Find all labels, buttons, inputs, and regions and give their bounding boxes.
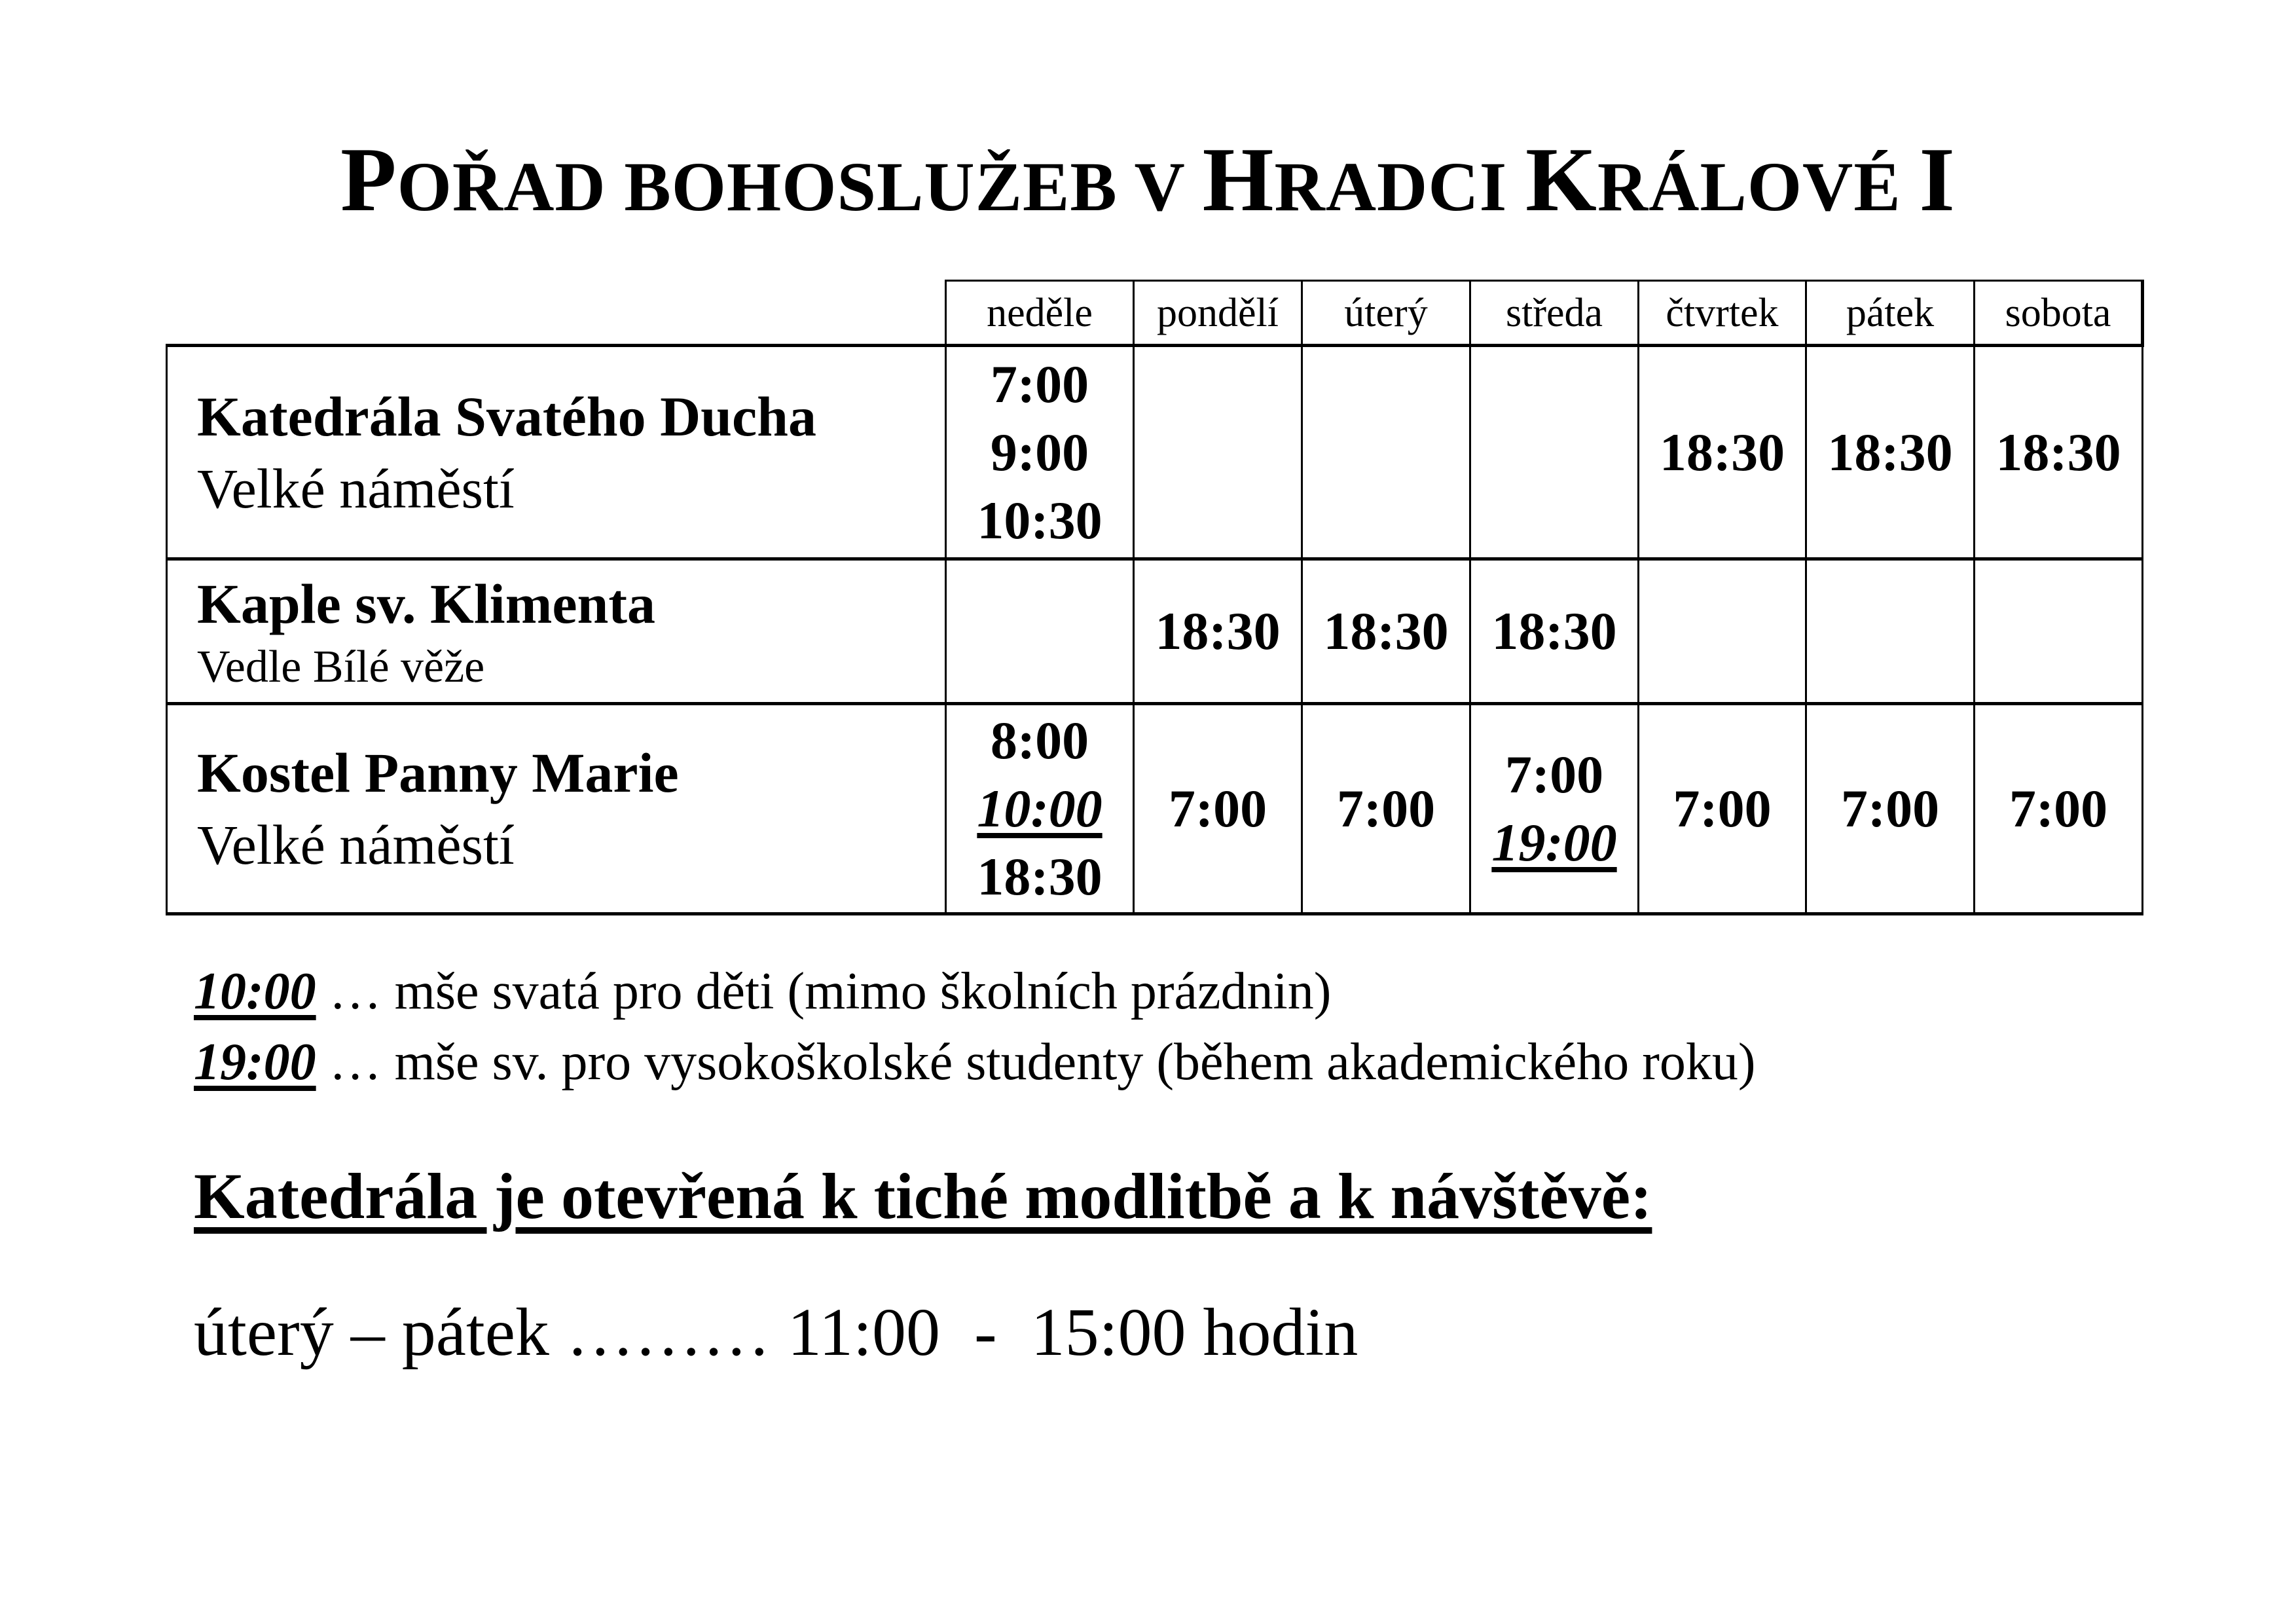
- place-cell: [167, 559, 946, 704]
- mass-time: 7:00: [1673, 779, 1772, 838]
- page-title: POŘAD BOHOSLUŽEB V HRADCI KRÁLOVÉ I: [340, 129, 1956, 231]
- place-address: Velké náměstí: [197, 813, 515, 876]
- day-tuesday: úterý: [1302, 281, 1470, 346]
- mass-time: 18:30: [1995, 422, 2121, 482]
- mass-time: 9:00: [990, 422, 1089, 482]
- time-cell: [1470, 346, 1639, 559]
- legend-time: 19:00: [194, 1033, 316, 1091]
- mass-time: 10:30: [977, 490, 1102, 550]
- place-name: Kostel Panny Marie: [197, 741, 679, 804]
- place-address: Vedle Bílé věže: [197, 642, 485, 692]
- legend-time: 10:00: [194, 963, 316, 1020]
- time-cell: [1302, 559, 1470, 704]
- legend-text: … mše svatá pro děti (mimo školních prázdnin): [316, 963, 1332, 1020]
- time-cell: [1806, 346, 1975, 559]
- day-saturday: sobota: [1975, 281, 2143, 346]
- time-cell: [1302, 704, 1470, 914]
- mass-time: 18:30: [977, 847, 1102, 906]
- time-cell: [946, 346, 1134, 559]
- time-cell: [1302, 346, 1470, 559]
- mass-time: 7:00: [1840, 779, 1940, 838]
- place-name: Kaple sv. Klimenta: [197, 572, 655, 635]
- day-wednesday: středa: [1470, 281, 1639, 346]
- time-cell: [1134, 559, 1302, 704]
- day-sunday: neděle: [946, 281, 1134, 346]
- day-header-row: [167, 281, 2143, 346]
- mass-time: 18:30: [1323, 601, 1449, 661]
- mass-time-students: 19:00: [1491, 813, 1617, 872]
- day-monday: pondělí: [1134, 281, 1302, 346]
- time-cell: [946, 704, 1134, 914]
- header-blank: [167, 281, 946, 346]
- place-address: Velké náměstí: [197, 456, 515, 520]
- mass-time: 8:00: [990, 710, 1089, 770]
- time-cell: [1639, 704, 1806, 914]
- place-cell: [167, 346, 946, 559]
- mass-time: 18:30: [1491, 601, 1617, 661]
- mass-time: 18:30: [1827, 422, 1953, 482]
- time-cell: [1470, 559, 1639, 704]
- mass-time: 7:00: [990, 354, 1089, 414]
- legend-notes: [194, 956, 1755, 1098]
- place-cell: [167, 704, 946, 914]
- time-cell: [1975, 559, 2143, 704]
- time-cell: [1134, 346, 1302, 559]
- day-friday: pátek: [1806, 281, 1975, 346]
- mass-time: 18:30: [1155, 601, 1281, 661]
- time-cell: [1806, 559, 1975, 704]
- legend-item: [194, 1027, 1755, 1098]
- table-row: [167, 559, 2143, 704]
- legend-text: … mše sv. pro vysokoškolské studenty (během akademického roku): [316, 1033, 1756, 1091]
- time-cell: [1134, 704, 1302, 914]
- time-cell: [946, 559, 1134, 704]
- schedule-table: [166, 280, 2144, 915]
- time-cell: [1975, 704, 2143, 914]
- table-row: [167, 704, 2143, 914]
- time-cell: [1639, 559, 1806, 704]
- mass-time: 7:00: [2009, 779, 2108, 838]
- table-row: [167, 346, 2143, 559]
- mass-time: 7:00: [1336, 779, 1436, 838]
- place-name: Katedrála Svatého Ducha: [197, 384, 816, 448]
- mass-time: 7:00: [1504, 745, 1604, 804]
- legend-item: [194, 956, 1755, 1027]
- mass-time-children: 10:00: [977, 779, 1102, 838]
- mass-time: 7:00: [1168, 779, 1267, 838]
- opening-heading: Katedrála je otevřená k tiché modlitbě a k návštěvě:: [194, 1160, 1652, 1232]
- opening-hours: úterý – pátek ……… 11:00 - 15:00 hodin: [194, 1295, 1358, 1370]
- time-cell: [1639, 346, 1806, 559]
- time-cell: [1975, 346, 2143, 559]
- day-thursday: čtvrtek: [1639, 281, 1806, 346]
- time-cell: [1470, 704, 1639, 914]
- time-cell: [1806, 704, 1975, 914]
- mass-time: 18:30: [1659, 422, 1785, 482]
